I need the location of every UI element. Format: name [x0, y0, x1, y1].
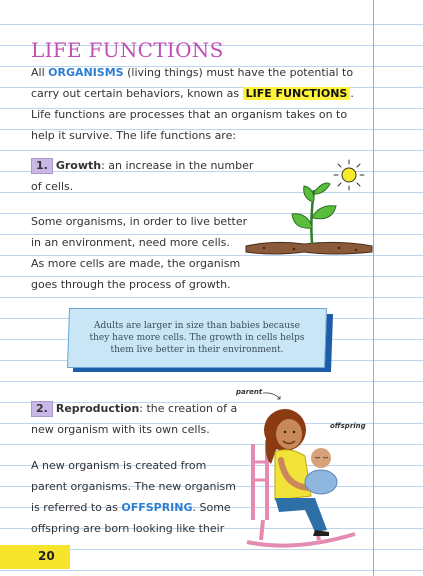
reproduction-line: parent organisms. The new organism	[31, 480, 236, 493]
page-number-tab	[0, 545, 70, 569]
growth-def-text: of cells.	[31, 180, 74, 193]
life-functions-keyword: LIFE FUNCTIONS	[243, 87, 351, 100]
reproduction-paragraph	[31, 455, 236, 539]
intro-text: .	[350, 87, 354, 100]
intro-line-3: Life functions are processes that an organism takes on to	[31, 108, 348, 121]
growth-def-text: : an increase in the number	[101, 159, 254, 172]
arrow-icon	[262, 390, 284, 402]
growth-paragraph	[31, 211, 247, 295]
sprout-icon	[244, 168, 374, 258]
growth-note-box	[68, 308, 326, 370]
reproduction-line: A new organism is created from	[31, 459, 207, 472]
reproduction-text: is referred to as	[31, 501, 122, 514]
growth-number-badge: 1.	[31, 158, 53, 174]
growth-line: goes through the process of growth.	[31, 278, 231, 291]
reproduction-def-text: : the creation of a	[139, 402, 238, 415]
page-number: 20	[38, 549, 55, 563]
growth-line: Some organisms, in order to live better	[31, 215, 248, 228]
reproduction-number-badge: 2.	[31, 401, 53, 417]
page-title: LIFE FUNCTIONS	[31, 38, 224, 62]
offspring-keyword: OFFSPRING	[121, 501, 193, 514]
margin-line	[373, 0, 374, 576]
growth-line: in an environment, need more cells.	[31, 236, 230, 249]
reproduction-line: offspring are born looking like their	[31, 522, 225, 535]
organisms-keyword: ORGANISMS	[48, 66, 124, 79]
reproduction-text: . Some	[192, 501, 231, 514]
intro-line-1	[31, 62, 354, 83]
offspring-label: offspring	[330, 422, 366, 430]
parent-label: parent	[236, 388, 263, 396]
intro-line-4: help it survive. The life functions are:	[31, 129, 237, 142]
intro-text: All	[31, 66, 49, 79]
growth-term: Growth	[55, 159, 102, 172]
growth-line: As more cells are made, the organism	[31, 257, 241, 270]
reproduction-definition	[31, 398, 237, 440]
intro-text: (living things) must have the potential to	[123, 66, 354, 79]
note-text: Adults are larger in size than babies because they have more cells. The growth in cells helps them live better in their environment.	[89, 321, 305, 355]
reproduction-def-text: new organism with its own cells.	[31, 423, 210, 436]
parent-with-baby-illustration	[245, 402, 370, 552]
growth-definition	[31, 155, 253, 197]
reproduction-term: Reproduction	[55, 402, 140, 415]
note-panel	[67, 308, 327, 368]
intro-line-2	[31, 83, 354, 104]
intro-text: carry out certain behaviors, known as	[31, 87, 243, 100]
intro-paragraph	[31, 62, 354, 146]
